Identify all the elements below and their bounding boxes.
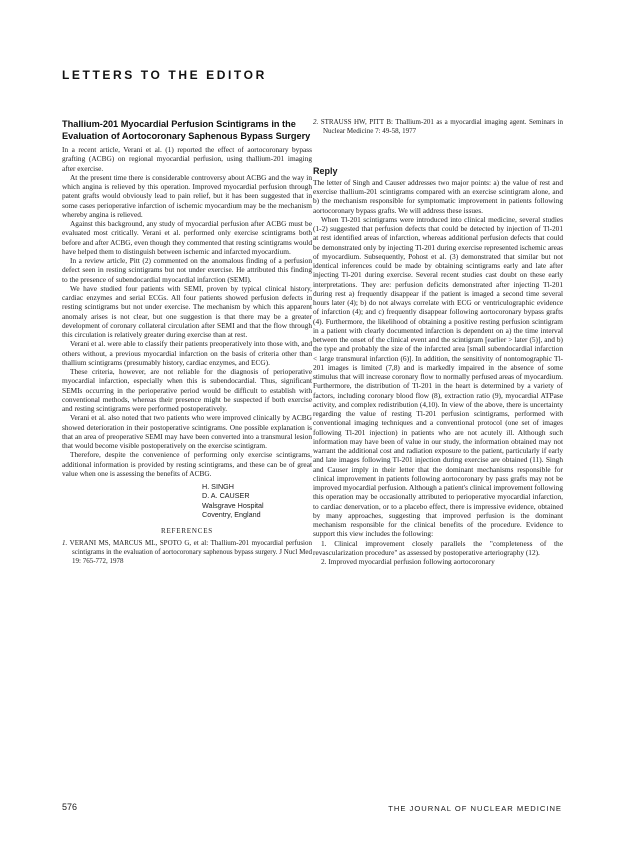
reply-paragraph: When Tl-201 scintigrams were introduced into clinical medicine, several studies (1-2) suggested that perfusion defects that could be detected by injection of Tl-201 at rest identified areas of infarction, whereas additional perfusion defects that could be demonstrated only by injecting Tl-201 during exercise represented ischemic areas of myocardium. Subsequently, Pohost et al. (3) demonstrated that similar but not identical inferences could be made by obtaining scintigrams early and late after injecting Tl-201 during exercise. Several recent studies cast doubt on these early interpretations. They are: perfusion deficits demonstrated after injecting Tl-201 during rest a) frequently disappear if the patient is imaged a second time several hours later (4); b) do not always correlate with ECG or ventriculographic evidence of infarction (4); and c) frequently disappear following aortocoronary bypass grafts (4). Furthermore, the likelihood of obtaining a positive resting perfusion scintigram in a patient with clearly documented infarction is dependent on a) the time interval between the onset of the clinical event and the scintigram [earlier > later (5)], and b) the type and probably the size of the infarcted area [small subendocardial infarction < large transmural infarction (6)]. In addition, the sensitivity of nontomographic Tl-201 images is limited (7,8) and is markedly impaired in the absence of some stimulus that will increase coronary flow to normally perfused areas of myocardium. Furthermore, the distribution of Tl-201 in the heart is determined by a variety of factors, including coronary blood flow (8), extraction ratio (9), myocardial ATPase activity, and complex redistribution (4,10). In view of the above, there is uncertainty regarding the value of resting Tl-201 perfusion scintigrams, performed with conventional imaging techniques and a conventional protocol (one set of images following Tl-201 injection) in patients who are not acutely ill. Although such information may have been of value in our study, the information obtained may not warrant the additional cost and radiation exposure to the patient, particularly if early and late images following Tl-201 injection during exercise are obtained (11). Singh and Causer imply in their letter that the dominant mechanisms responsible for clinical improvement in patients following aortocoronary by pass grafts may not be improved myocardial perfusion. Although a patient's clinical improvement following this operation may be occasionally attributed to perioperative myocardial infarction, to cardiac denervation, or to a placebo effect, there is impressive evidence, obtained by many approaches, suggesting that improved perfusion is the dominant mechanism responsible for the clinical benefits of the procedure. Evidence to support this view includes the following: bbox=[313, 214, 563, 539]
letter-paragraph: These criteria, however, are not reliable for the diagnosis of perioperative myocardial infarction, especially when this is subendocardial. Thus, significant SEMIs occurring in the perioperative period would be difficult to establish with conventional methods, whereas their presence might be suspected if both exercise and resting scintigrams were performed postoperatively. bbox=[62, 367, 312, 413]
section-heading: LETTERS TO THE EDITOR bbox=[62, 68, 267, 82]
letter-paragraph: In a review article, Pitt (2) commented on the anomalous finding of a perfusion defect seen in resting scintigrams but not under exercise. He attributed this finding to the presence of subendocardial myocardial infarction (SEMI). bbox=[62, 256, 312, 284]
reference-number: 2. bbox=[313, 118, 319, 126]
letter-paragraph: Verani et al. also noted that two patients who were improved clinically by ACBG showed deterioration in their postoperative scintigrams. One possible explanation is that an area of preoperative SEMI may have been converted into a transmural lesion that would become visible postoperatively on the exercise scintigram. bbox=[62, 413, 312, 450]
letter-paragraph: Verani et al. were able to classify their patients preoperatively into those with, and others without, a previous myocardial infarction on the basis of criteria other than thallium scintigrams (presumably history, cardiac enzymes, and ECG). bbox=[62, 339, 312, 367]
reply-paragraph: 2. Improved myocardial perfusion following aortocoronary bbox=[321, 557, 495, 567]
letter-paragraph: Against this background, any study of myocardial perfusion after ACBG must be evaluated most critically. Verani et al. performed only exercise scintigrams both before and after ACBG, even though they commented that resting scintigrams would have helped them to distinguish between ischemic and infarcted myocardium. bbox=[62, 219, 312, 256]
reference-number: 1. bbox=[62, 539, 68, 548]
page-number: 576 bbox=[62, 802, 78, 812]
letter-paragraph: At the present time there is considerable controversy about ACBG and the way in which angina is relieved by this operation. Improved myocardial perfusion through patent grafts would obviously lead to pain relief, but it has been suggested that in some cases perioperative infarction of ischemic myocardium may be the mechanism whereby angina is relieved. bbox=[62, 172, 312, 219]
reply-paragraph: 1. Clinical improvement closely parallels the "completeness of the revascularization procedure" as assessed by postoperative arteriography (12). bbox=[313, 538, 563, 557]
signature-author: H. SINGH bbox=[202, 482, 234, 491]
references-heading: REFERENCES bbox=[161, 527, 213, 536]
letter-title: Thallium-201 Myocardial Perfusion Scintigrams in the Evaluation of Aortocoronary Saphenous Bypass Surgery bbox=[62, 119, 311, 141]
letter-paragraph: Therefore, despite the convenience of performing only exercise scintigrams, additional information is provided by resting scintigrams, and these can be of great value when one is assessing the benefits of ACBG. bbox=[62, 450, 312, 478]
signature-author: D. A. CAUSER bbox=[202, 491, 250, 501]
signature-location: Coventry, England bbox=[202, 509, 261, 519]
letter-paragraph: In a recent article, Verani et al. (1) reported the effect of aortocoronary bypass grafting (ACBG) on regional myocardial perfusion, using thallium-201 imaging after exercise. bbox=[62, 145, 312, 173]
reply-heading: Reply bbox=[313, 165, 338, 176]
journal-name: THE JOURNAL OF NUCLEAR MEDICINE bbox=[388, 804, 562, 813]
reference-item bbox=[62, 539, 312, 566]
reply-column bbox=[313, 118, 563, 566]
signature-block bbox=[202, 482, 312, 519]
signature-institution: Walsgrave Hospital bbox=[202, 500, 264, 510]
letter-column bbox=[62, 118, 312, 566]
letter-paragraph: We have studied four patients with SEMI, proven by typical clinical history, cardiac enzymes and serial ECGs. All four patients showed perfusion defects in resting scintigrams but not under exercise. The mechanism by which this apparent anomaly arises is not clear, but one suggestion is that there may be a greater development of coronary collateral circulation after SEMI and that the flow through this circulation is relatively greater during exercise than at rest. bbox=[62, 283, 312, 339]
reply-paragraph: The letter of Singh and Causer addresses two major points: a) the value of rest and exercise thallium-201 scintigrams compared with an exercise scintigram alone, and b) the mechanism responsible for symptomatic improvement in patients following aortocoronary bypass grafts. We will address these issues. bbox=[313, 177, 563, 215]
reference-item bbox=[313, 118, 563, 136]
reference-text: STRAUSS HW, PITT B: Thallium-201 as a myocardial imaging agent. Seminars in Nuclear Medicine 7: 49-58, 1977 bbox=[320, 118, 564, 135]
reference-text: VERANI MS, MARCUS ML, SPOTO G, et al: Thallium-201 myocardial perfusion scintigrams in the evaluation of aortocoronary saphenous bypass surgery. J Nucl Med 19: 765-772, 1978 bbox=[69, 539, 312, 565]
